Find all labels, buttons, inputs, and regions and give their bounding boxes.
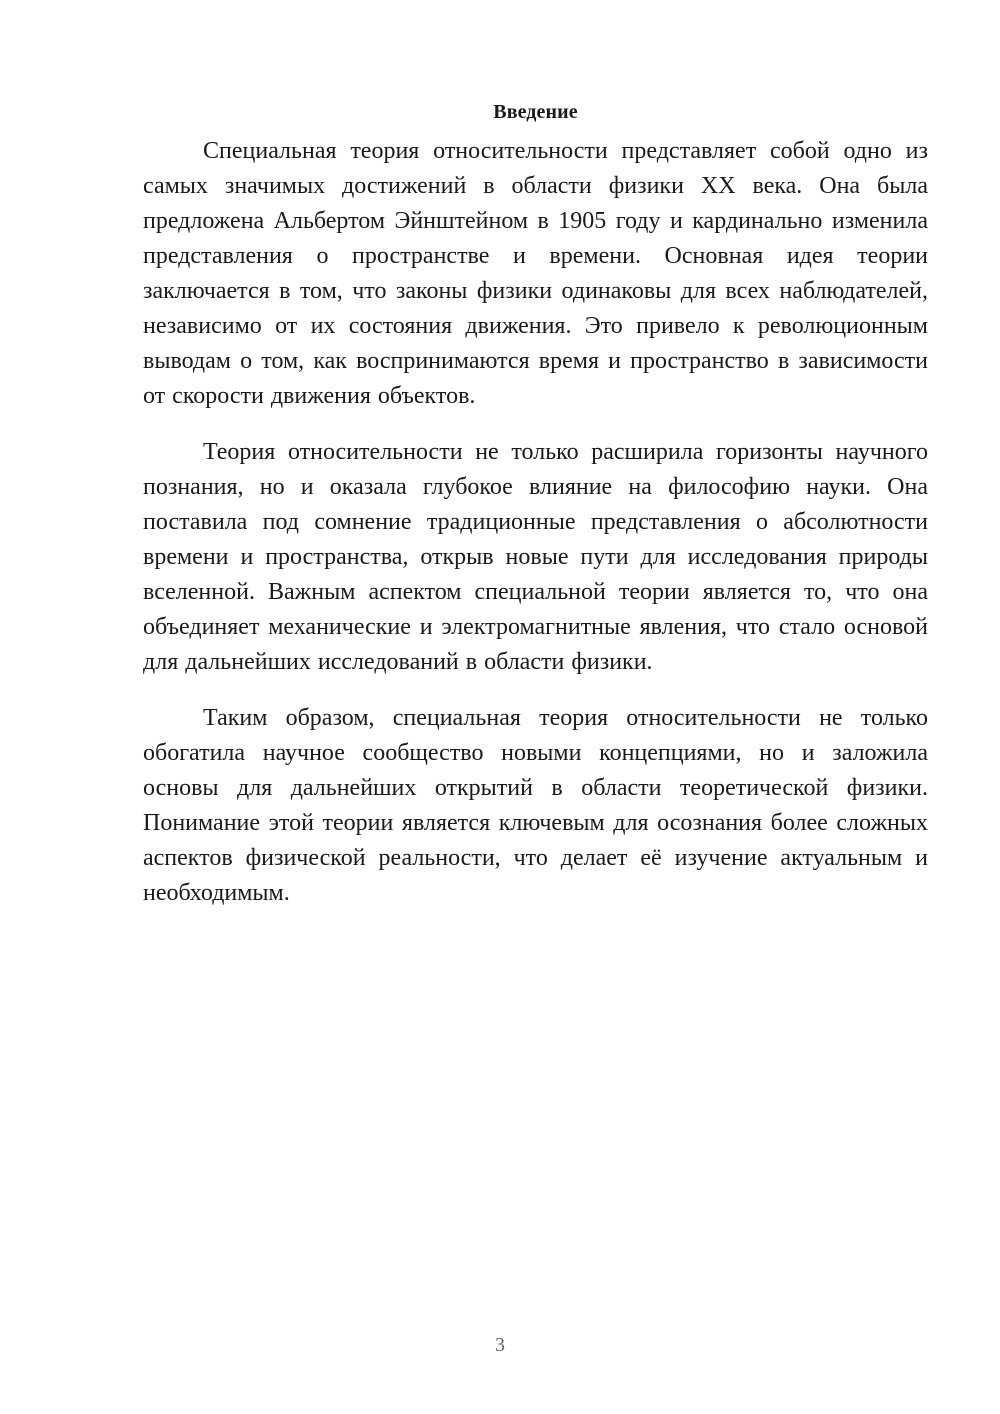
section-heading: Введение (493, 101, 578, 123)
document-page (143, 92, 928, 932)
paragraph-1: Специальная теория относительности представляет собой одно из самых значимых достижений в области физики XX века. Она была предложена Альбертом Эйнштейном в 1905 году и кардинально изменила представления о пространстве и времени. Основная идея теории заключается в том, что законы физики одинаковы для всех наблюдателей, независимо от их состояния движения. Это привело к революционным выводам о том, как воспринимаются время и пространство в зависимости от скорости движения объектов. (143, 138, 928, 409)
page-number: 3 (495, 1334, 505, 1356)
paragraph-3: Таким образом, специальная теория относительности не только обогатила научное сообщество новыми концепциями, но и заложила основы для дальнейших открытий в области теоретической физики. Понимание этой теории является ключевым для осознания более сложных аспектов физической реальности, что делает её изучение актуальным и необходимым. (143, 705, 928, 906)
paragraph-2: Теория относительности не только расширила горизонты научного познания, но и оказала глубокое влияние на философию науки. Она поставила под сомнение традиционные представления о абсолютности времени и пространства, открыв новые пути для исследования природы вселенной. Важным аспектом специальной теории является то, что она объединяет механические и электромагнитные явления, что стало основой для дальнейших исследований в области физики. (143, 439, 928, 675)
